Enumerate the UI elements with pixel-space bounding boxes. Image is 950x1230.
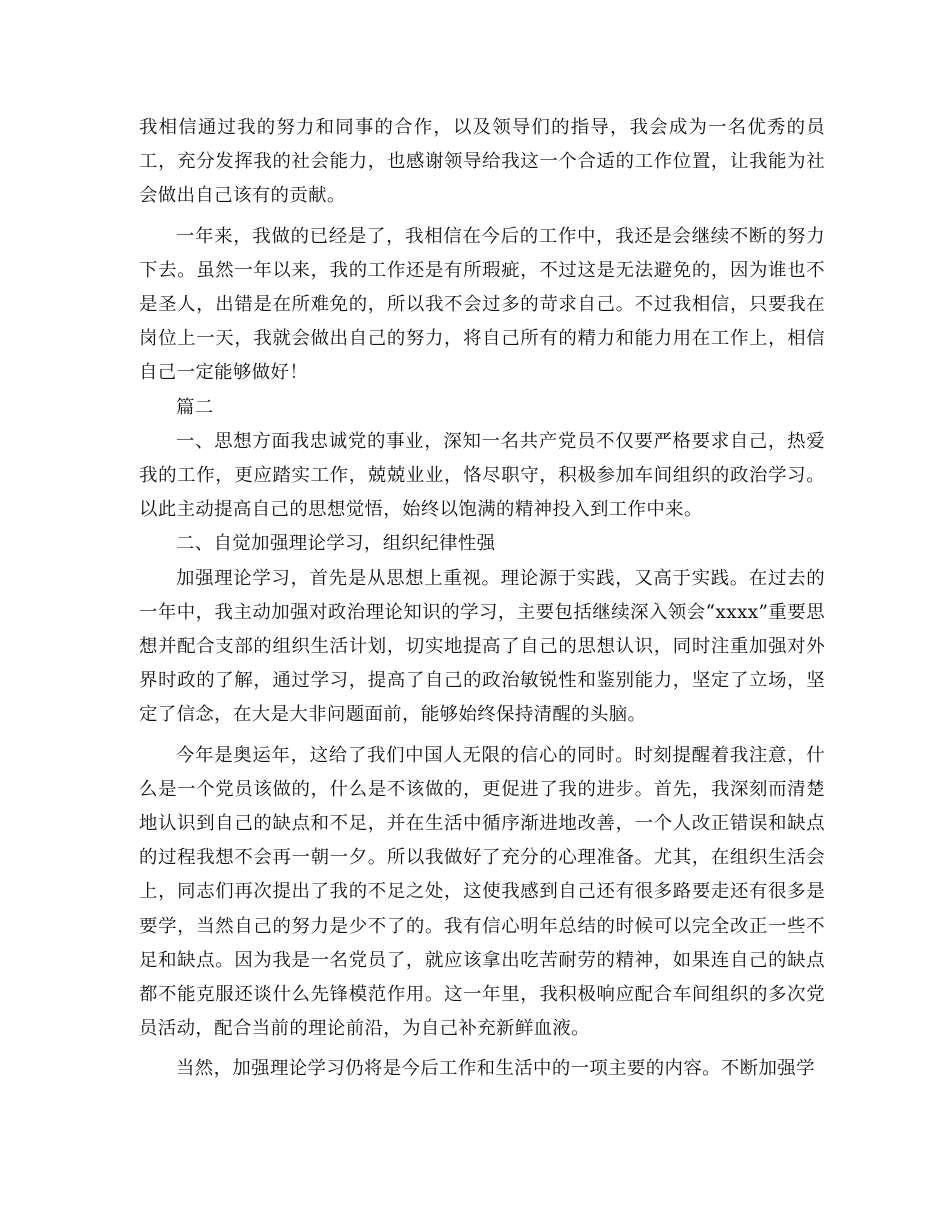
paragraph-theory-study: 加强理论学习，首先是从思想上重视。理论源于实践，又高于实践。在过去的一年中，我主动加强对政治理论知识的学习，主要包括继续深入领会“xxxx”重要思想并配合支部的组织生活计划，切实地提高了自己的思想认识，同时注重加强对外界时政的了解，通过学习，提高了自己的政治敏锐性和鉴别能力，坚定了立场，坚定了信念，在大是大非问题面前，能够始终保持清醒的头脑。 xyxy=(139,567,825,726)
paragraph-contribution: 我相信通过我的努力和同事的合作，以及领导们的指导，我会成为一名优秀的员工，充分发挥我的社会能力，也感谢领导给我这一个合适的工作位置，让我能为社会做出自己该有的贡献。 xyxy=(139,117,825,207)
paragraph-olympic-year: 今年是奥运年，这给了我们中国人无限的信心的同时。时刻提醒着我注意，什么是一个党员该做的，什么是不该做的，更促进了我的进步。首先，我深刻而清楚地认识到自己的缺点和不足，并在生活中循序渐进地改善，一个人改正错误和缺点的过程我想不会再一朝一夕。所以我做好了充分的心理准备。尤其，在组织生活会上，同志们再次提出了我的不足之处，这使我感到自己还有很多路要走还有很多是要学，当然自己的努力是少不了的。我有信心明年总结的时候可以完全改正一些不足和缺点。因为我是一名党员了，就应该拿出吃苦耐劳的精神，如果连自己的缺点都不能克服还谈什么先锋模范作用。这一年里，我积极响应配合车间组织的多次党员活动，配合当前的理论前沿，为自己补充新鲜血液。 xyxy=(139,744,825,1040)
paragraph-ideology: 一、思想方面我忠诚党的事业，深知一名共产党员不仅要严格要求自己，热爱我的工作，更应踏实工作，兢兢业业，恪尽职守，积极参加车间组织的政治学习。以此主动提高自己的思想觉悟，始终以饱满的精神投入到工作中来。 xyxy=(139,430,825,521)
document-body xyxy=(139,111,825,1087)
paragraph-conclusion: 当然，加强理论学习仍将是今后工作和生活中的一项主要的内容。不断加强学 xyxy=(176,1058,815,1080)
subheading-theory-study: 二、自觉加强理论学习，组织纪律性强 xyxy=(176,533,496,555)
section-heading: 篇二 xyxy=(176,396,214,418)
paragraph-year-review: 一年来，我做的已经是了，我相信在今后的工作中，我还是会继续不断的努力下去。虽然一年以来，我的工作还是有所瑕疵，不过这是无法避免的，因为谁也不是圣人，出错是在所难免的，所以我不会过多的苛求自己。不过我相信，只要我在岗位上一天，我就会做出自己的努力，将自己所有的精力和能力用在工作上，相信自己一定能够做好！ xyxy=(139,225,825,384)
